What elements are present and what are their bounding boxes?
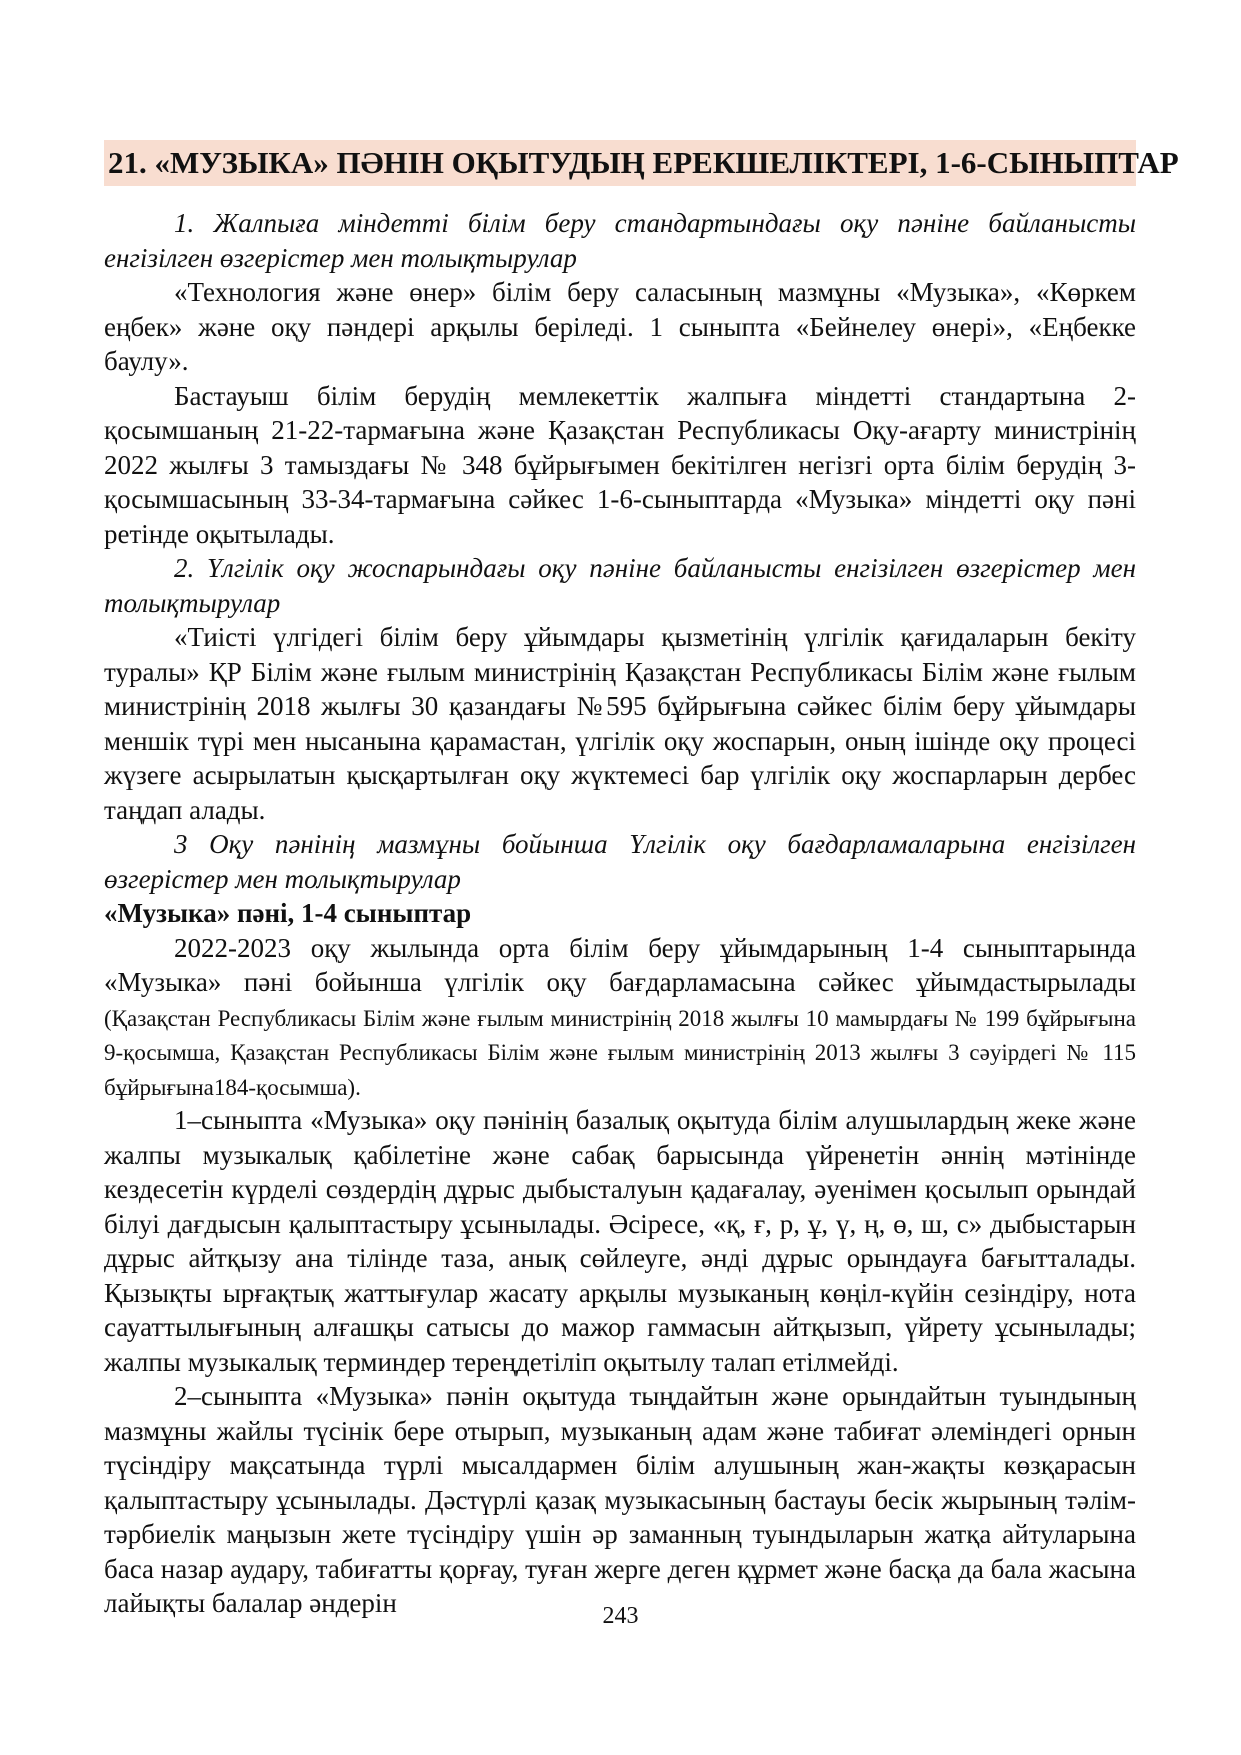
paragraph-8-citation-small-text: (Қазақстан Республикасы Білім және ғылым министрінің 2018 жылғы 10 мамырдағы № 199 бұйрығына 9-қосымша, Қазақстан Республикасы Білім және ғылым министрінің 2013 жылғы 3 сәуірдегі № 115 бұйрығына184-қосымша). (104, 1005, 1136, 1100)
page-content (104, 140, 1179, 1621)
paragraph-10: 2–сыныпта «Музыка» пәнін оқытуда тыңдайтын және орындайтын туындының мазмұны жайлы түсінік бере отырып, музыканың адам және табиғат әлеміндегі орнын түсіндіру мақсатында түрлі мысалдармен білім алушының жан-жақты көзқарасын қалыптастыру ұсынылады. Дәстүрлі қазақ музыкасының бастауы бесік жырының тәлім-тәрбиелік маңызын жете түсіндіру үшін әр заманның туындыларын жатқа айтуларына баса назар аудару, табиғатты қорғау, туған жерге деген құрмет және басқа да бала жасына лайықты балалар әндерін (104, 1381, 1136, 1618)
paragraph-5: «Тиісті үлгідегі білім беру ұйымдары қызметінің үлгілік қағидаларын бекіту туралы» ҚР Білім және ғылым министрінің Қазақстан Республикасы Білім және ғылым министрінің 2018 жылғы 30 қазандағы №595 бұйрығына сәйкес білім беру ұйымдары меншік түрі мен нысанына қарамастан, үлгілік оқу жоспарын, оның ішінде оқу процесі жүзеге асырылатын қысқартылған оқу жүктемесі бар үлгілік оқу жоспарларын дербес таңдап алады. (104, 622, 1136, 825)
paragraph-4-subheading-italic: 2. Үлгілік оқу жоспарындағы оқу пәніне байланысты енгізілген өзгерістер мен толықтырулар (104, 553, 1136, 618)
paragraph-8-main-text: 2022-2023 оқу жылында орта білім беру ұйымдарының 1-4 сыныптарында «Музыка» пәні бойынша үлгілік оқу бағдарламасына сәйкес ұйымдастырылады (104, 932, 1136, 997)
paragraph-9: 1–сыныпта «Музыка» оқу пәнінің базалық оқытуда білім алушылардың жеке және жалпы музыкалық қабілетіне және сабақ барысында үйренетін әннің мәтінінде кездесетін күрделі сөздердің дұрыс дыбысталуын қадағалау, әуенімен қосылып орындай білуі дағдысын қалыптастыру ұсынылады. Әсіресе, «қ, ғ, р, ұ, ү, ң, ө, ш, с» дыбыстарын дұрыс айтқызу ана тілінде таза, анық сөйлеуге, әнді дұрыс орындауға бағытталады. Қызықты ырғақтық жаттығулар жасату арқылы музыканың көңіл-күйін сезіндіру, нота сауаттылығының алғашқы сатысы до мажор гаммасын айтқызып, үйрету ұсынылады; жалпы музыкалық терминдер тереңдетіліп оқытылу талап етілмейді. (104, 1105, 1136, 1377)
paragraph-3: Бастауыш білім берудің мемлекеттік жалпыға міндетті стандартына 2-қосымшаның 21-22-тармағына және Қазақстан Республикасы Оқу-ағарту министрінің 2022 жылғы 3 тамыздағы № 348 бұйрығымен бекітілген негізгі орта білім берудің 3-қосымшасының 33-34-тармағына сәйкес 1-6-сыныптарда «Музыка» міндетті оқу пәні ретінде оқытылады. (104, 380, 1136, 549)
paragraph-8 (104, 931, 1136, 1104)
paragraph-6-subheading-italic: 3 Оқу пәнінің мазмұны бойынша Үлгілік оқу бағдарламаларына енгізілген өзгерістер мен толықтырулар (104, 829, 1136, 894)
paragraph-2: «Технология және өнер» білім беру саласының мазмұны «Музыка», «Көркем еңбек» және оқу пәндері арқылы беріледі. 1 сыныпта «Бейнелеу өнері», «Еңбекке баулу». (104, 277, 1136, 376)
section-title: 21. «МУЗЫКА» ПӘНІН ОҚЫТУДЫҢ ЕРЕКШЕЛІКТЕРІ, 1-6-СЫНЫПТАР (104, 140, 1136, 186)
paragraph-7-bold-heading: «Музыка» пәні, 1-4 сыныптар (104, 898, 472, 928)
page-number: 243 (602, 1603, 639, 1629)
paragraph-1-subheading-italic: 1. Жалпыға міндетті білім беру стандартындағы оқу пәніне байланысты енгізілген өзгерістер мен толықтырулар (104, 208, 1136, 273)
